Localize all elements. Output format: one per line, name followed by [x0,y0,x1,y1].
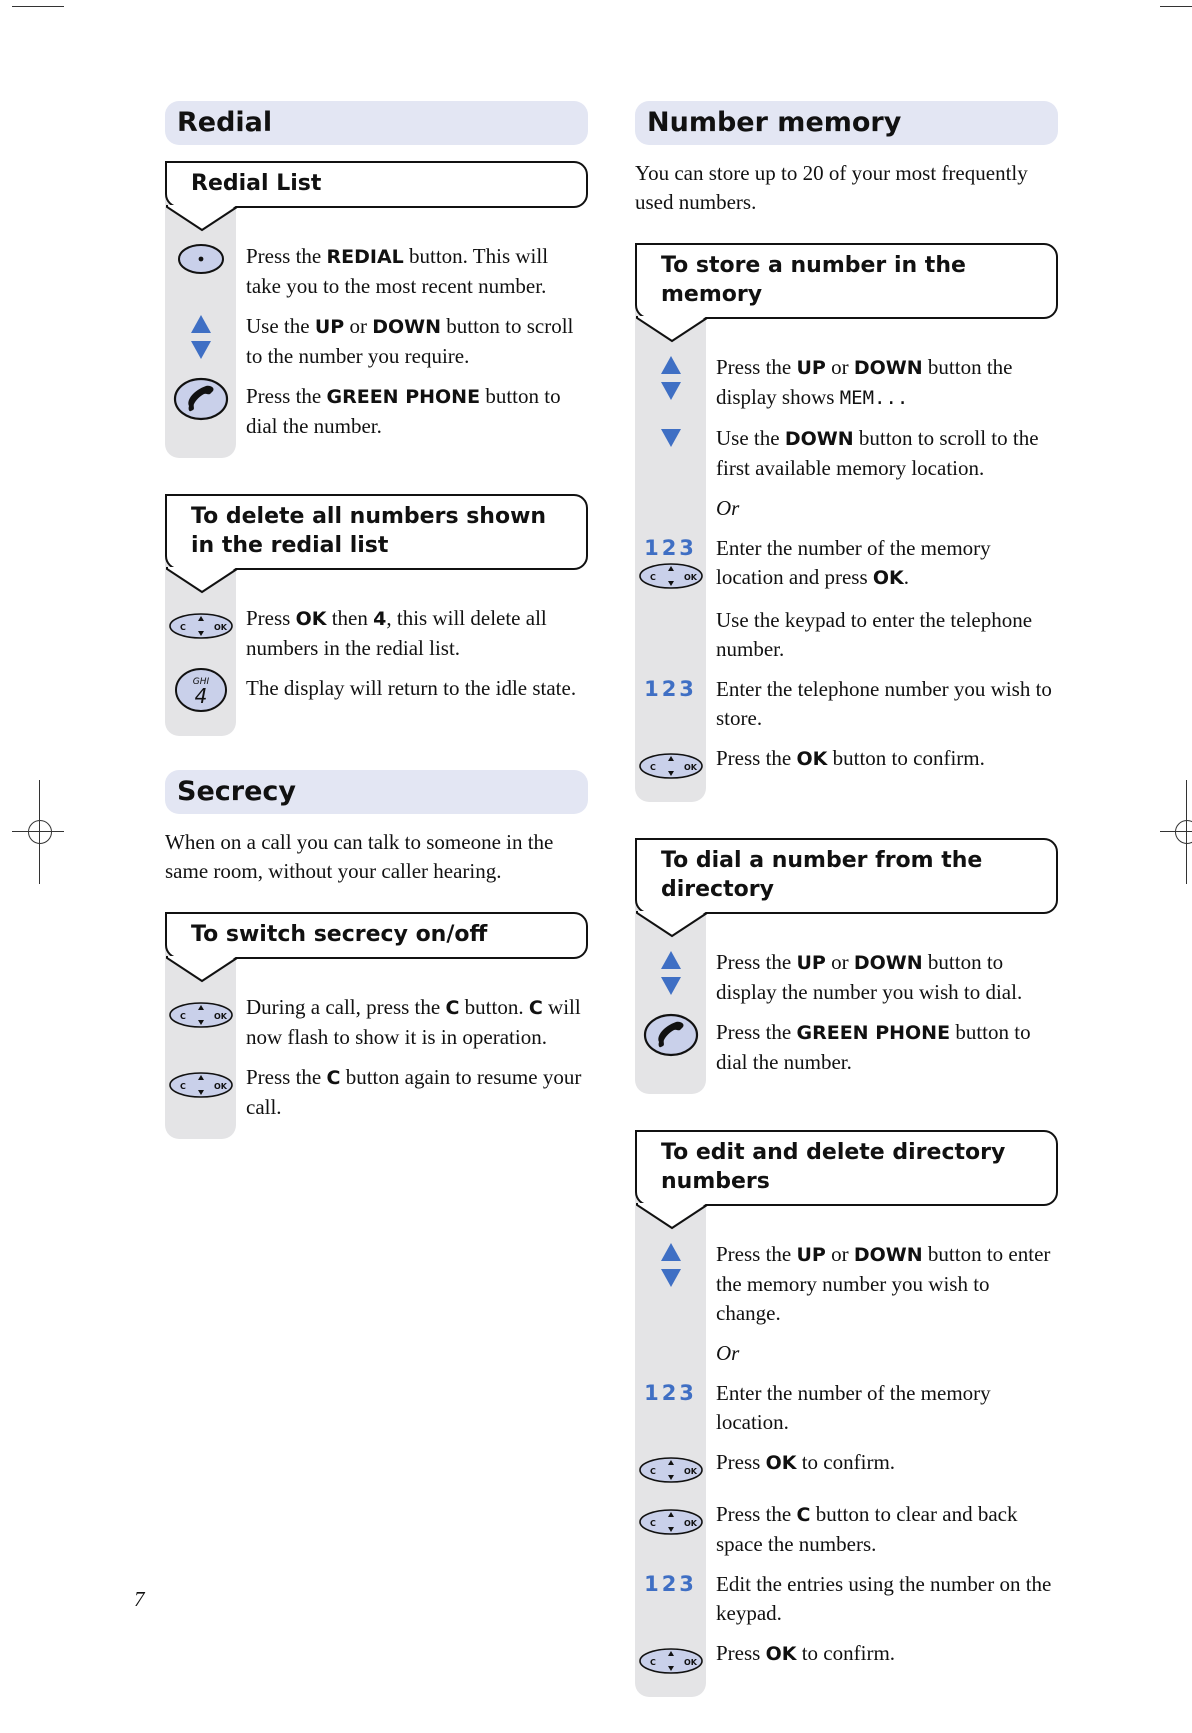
down-arrow-icon [658,424,684,455]
ok-navigation-key-icon [168,612,234,645]
button-name: UP [314,316,345,338]
step-icon-cell [635,534,706,595]
button-name: GREEN PHONE [796,1022,951,1044]
step-text [706,606,1058,664]
step-text [236,604,588,663]
step-row [165,674,588,719]
step-text-segment: Press the [246,244,327,268]
step-icon-cell [635,744,706,785]
step-text-segment: button. [459,995,529,1019]
keypad-123-icon: 123 [644,1572,697,1596]
step-text-segment: button to dial the number. [246,384,561,438]
step-icon-cell [635,1379,706,1405]
step-text-segment: Press the [716,950,797,974]
step-text-segment: Press the [716,1502,797,1526]
svg-text:4: 4 [194,684,207,708]
crop-mark [1160,6,1192,7]
button-name: DOWN [784,428,854,450]
step-text-segment: button to scroll to the first available memory location. [716,426,1039,480]
button-name: REDIAL [326,246,404,268]
svg-text:C: C [649,763,656,772]
step-text-segment: button to confirm. [827,746,985,770]
button-name: GREEN PHONE [326,386,481,408]
step-text-segment: Press the [716,1242,797,1266]
step-row [635,744,1058,785]
button-name: DOWN [853,1244,923,1266]
redial-list-block [165,161,588,458]
step-row [635,1240,1058,1328]
registration-circle [28,820,52,844]
step-row [635,1570,1058,1628]
step-heading-callout [165,912,588,959]
step-text-segment: Or [716,1341,740,1365]
svg-text:OK: OK [683,1519,697,1528]
step-list [165,570,588,736]
svg-text:C: C [179,1082,186,1091]
step-text-segment: button. This will take you to the most recent number. [246,244,549,298]
step-text-segment: Use the keypad to enter the telephone number. [716,608,1033,661]
step-row [635,353,1058,413]
green-phone-button-icon [172,376,230,427]
step-row [165,1063,588,1122]
step-heading: To store a number in the memory [661,253,966,307]
edit-delete-block [635,1130,1058,1697]
step-text-segment: or [825,1242,854,1266]
step-heading-callout [635,838,1058,914]
step-list [165,959,588,1139]
step-text-segment: The display will return to the idle state. [246,676,577,700]
step-row [165,312,588,371]
step-text [706,1500,1058,1559]
step-text-segment: button to enter the memory number you wish to change. [716,1242,1051,1325]
ok-navigation-key-icon [638,1647,704,1680]
step-icon-cell [165,382,236,427]
step-text-segment: Press the [246,1065,327,1089]
button-name: UP [796,357,826,379]
svg-text:OK: OK [683,573,697,582]
svg-text:OK: OK [683,1658,697,1667]
step-heading-callout [165,494,588,570]
step-text-segment: button to clear and back space the numbers. [716,1502,1018,1556]
step-heading: To edit and delete directory numbers [661,1140,1006,1194]
secrecy-switch-block [165,912,588,1139]
store-number-block [635,243,1058,802]
keypad-123-label: 123 [644,536,697,560]
svg-text:OK: OK [683,763,697,772]
step-row [635,424,1058,483]
svg-text:C: C [649,1467,656,1476]
button-name: OK [765,1452,797,1474]
step-icon-cell [635,948,706,1003]
number-memory-intro: You can store up to 20 of your most frequently used numbers. [635,161,1028,214]
step-list [635,319,1058,802]
step-icon-cell [635,424,706,455]
svg-text:C: C [649,573,656,582]
step-text [236,382,588,441]
section-title-number-memory: Number memory [635,101,1058,145]
step-icon-cell [165,312,236,367]
svg-text:C: C [649,1519,656,1528]
step-text-segment: Use the [246,314,315,338]
svg-text:OK: OK [213,1012,227,1021]
step-icon-cell [165,1063,236,1104]
step-row [635,1339,1058,1368]
up-down-arrows-icon [658,353,684,408]
step-text-segment: or [825,355,854,379]
step-text-segment: or [825,950,854,974]
step-text-segment: During a call, press the [246,995,446,1019]
step-row [635,494,1058,523]
button-name: 4 [373,608,387,630]
keypad-123-icon: 123 [644,1381,697,1405]
step-text-segment: Enter the number of the memory location. [716,1381,991,1434]
step-text-segment: Press the [716,355,797,379]
step-heading: To delete all numbers shown in the redial list [191,504,547,558]
secrecy-intro: When on a call you can talk to someone in the same room, without your caller hearing. [165,830,554,883]
up-down-arrows-icon [188,312,214,367]
section-title-redial: Redial [165,101,588,145]
step-text-segment: Press [716,1450,766,1474]
step-text-segment: will now flash to show it is in operation. [246,995,581,1049]
step-text-segment: . [903,565,909,589]
step-text-segment: Press [246,606,296,630]
step-text [236,674,588,703]
keypad-123-icon: 123 [644,677,697,701]
page-number: 7 [134,1587,145,1611]
ok-navigation-key-icon [168,1001,234,1034]
step-row [165,993,588,1052]
button-name: UP [796,952,826,974]
step-row [635,606,1058,664]
step-list [635,1206,1058,1697]
step-heading: To dial a number from the directory [661,848,983,902]
step-text [706,1339,1058,1368]
step-text-segment: Press the [716,1020,797,1044]
step-text [706,494,1058,523]
step-text-segment: Use the [716,426,785,450]
step-text-segment: Or [716,496,740,520]
step-icon-cell [635,1448,706,1489]
crop-mark [12,6,64,7]
step-text-segment: to confirm. [796,1641,896,1665]
button-name: OK [765,1643,797,1665]
step-text [236,242,588,301]
step-icon-cell [635,1639,706,1680]
dial-directory-block [635,838,1058,1094]
step-text-segment: Press the [246,384,327,408]
step-text [706,1639,1058,1669]
step-row [635,675,1058,733]
step-text-segment: button to dial the number. [716,1020,1031,1074]
delete-all-block [165,494,588,736]
step-icon-cell [635,675,706,701]
step-text-segment: Press the [716,746,797,770]
step-text-segment: button again to resume your call. [246,1065,582,1119]
step-heading-callout [635,1130,1058,1206]
up-down-arrows-icon [658,1240,684,1295]
svg-text:GHI: GHI [192,677,209,687]
button-name: OK [295,608,327,630]
step-text [706,424,1058,483]
step-icon-cell [165,674,236,719]
step-icon-cell [635,1018,706,1063]
svg-text:OK: OK [213,1082,227,1091]
button-name: OK [872,567,904,589]
redial-button-icon [176,242,226,281]
button-name: DOWN [853,952,923,974]
step-text-segment: Enter the telephone number you wish to store. [716,677,1052,730]
section-title-secrecy: Secrecy [165,770,588,814]
step-row [635,948,1058,1007]
step-text-segment: button the display shows [716,355,1013,409]
ok-navigation-key-icon [638,1508,704,1541]
step-text [236,993,588,1052]
button-name: DOWN [853,357,923,379]
step-row [165,242,588,301]
step-text-segment: , this will delete all numbers in the redial list. [246,606,547,660]
step-row [635,1379,1058,1437]
step-row [635,1018,1058,1077]
key-4-icon [173,666,229,719]
ok-navigation-key-icon [168,1071,234,1104]
svg-text:C: C [179,1012,186,1021]
step-text [706,534,1058,593]
step-text [706,1448,1058,1478]
button-name: C [528,997,543,1019]
button-name: UP [796,1244,826,1266]
step-icon-cell [165,993,236,1034]
step-heading: To switch secrecy on/off [191,922,488,947]
step-heading: Redial List [191,171,322,196]
up-down-arrows-icon [658,948,684,1003]
step-row [635,1500,1058,1559]
step-list [635,914,1058,1094]
step-text-segment: button to scroll to the number you require. [246,314,574,368]
green-phone-button-icon [642,1012,700,1063]
step-row [635,1448,1058,1489]
step-icon-cell [635,1570,706,1596]
ok-navigation-key-icon [638,562,704,595]
step-icon-cell [165,242,236,281]
step-text-segment: Press [716,1641,766,1665]
svg-text:C: C [179,623,186,632]
step-text-segment: button to display the number you wish to dial. [716,950,1023,1004]
svg-text:OK: OK [213,623,227,632]
step-text [706,948,1058,1007]
step-text-segment: Enter the number of the memory location and press [716,536,991,589]
step-text [706,675,1058,733]
step-text [706,1379,1058,1437]
button-name: DOWN [372,316,441,338]
keypad-123-with-ok-key-icon [638,534,704,595]
right-column [635,101,1058,1733]
svg-text:OK: OK [683,1467,697,1476]
step-row [165,604,588,663]
ok-navigation-key-icon [638,752,704,785]
step-text-segment: to confirm. [796,1450,896,1474]
step-text [706,353,1058,413]
button-name: OK [796,748,828,770]
step-icon-cell [165,604,236,645]
step-icon-cell [635,1500,706,1541]
display-text: MEM... [839,387,909,409]
step-text-segment: Edit the entries using the number on the keypad. [716,1572,1052,1625]
left-column [165,101,588,1175]
step-text [706,1018,1058,1077]
step-list [165,208,588,458]
step-row [635,534,1058,595]
step-text-segment: then [326,606,374,630]
button-name: C [326,1067,341,1089]
button-name: C [796,1504,811,1526]
step-text [706,1240,1058,1328]
step-row [635,1639,1058,1680]
step-text [236,312,588,371]
step-text [706,744,1058,774]
step-heading-callout [635,243,1058,319]
step-row [165,382,588,441]
ok-navigation-key-icon [638,1456,704,1489]
step-text [706,1570,1058,1628]
step-icon-cell [635,1240,706,1295]
step-text [236,1063,588,1122]
step-icon-cell [635,353,706,408]
svg-text:C: C [649,1658,656,1667]
step-heading-callout [165,161,588,208]
step-text-segment: or [344,314,373,338]
button-name: C [445,997,460,1019]
registration-circle [1175,820,1192,844]
